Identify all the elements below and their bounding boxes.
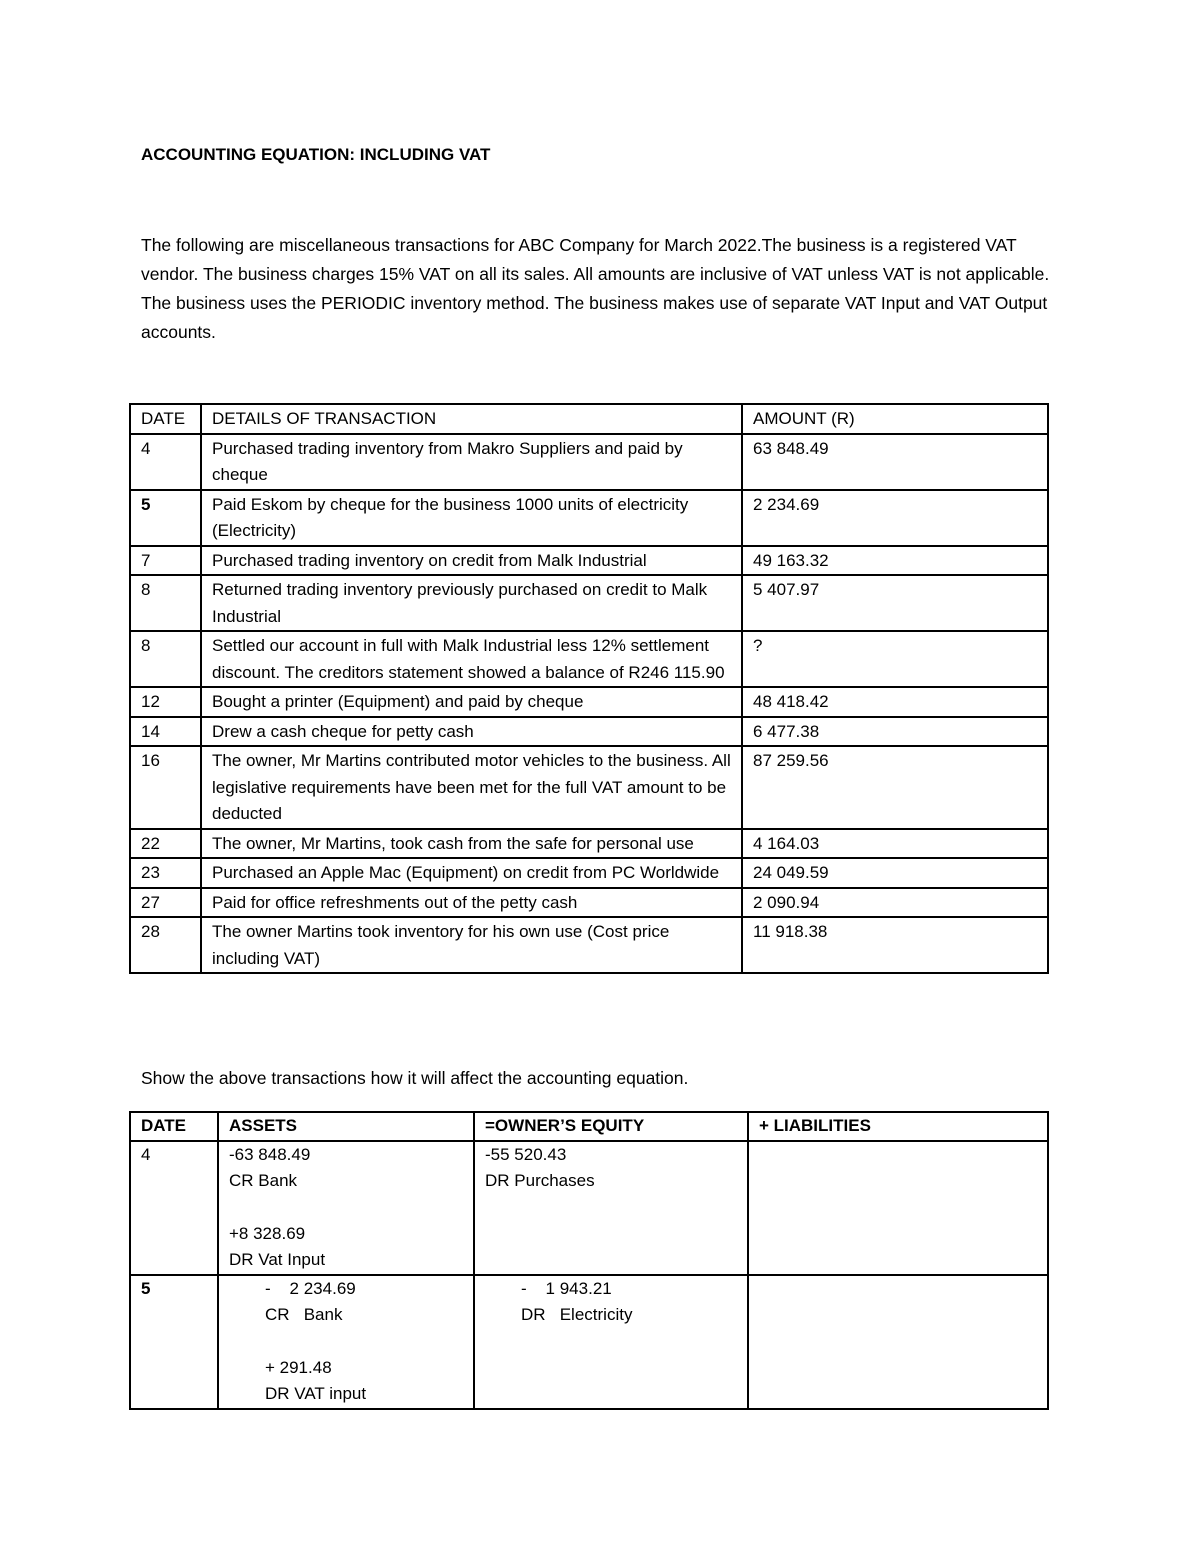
row-amount: ?	[742, 631, 1048, 687]
transactions-table	[129, 403, 1049, 974]
row-equity	[474, 1141, 748, 1275]
table-row	[130, 746, 1048, 829]
row-amount: 6 477.38	[742, 717, 1048, 747]
table-row	[130, 917, 1048, 973]
row-amount: 4 164.03	[742, 829, 1048, 859]
asset-account: CR Bank	[265, 1305, 343, 1324]
row-amount: 24 049.59	[742, 858, 1048, 888]
row-date: 8	[130, 631, 201, 687]
table-row	[130, 490, 1048, 546]
table-header-row	[130, 404, 1048, 434]
equity-amount: -55 520.43	[485, 1144, 567, 1164]
instruction-text: Show the above transactions how it will affect the accounting equation.	[141, 1068, 689, 1088]
row-amount: 87 259.56	[742, 746, 1048, 829]
equity-account: DR Purchases	[485, 1171, 595, 1190]
table-row	[130, 434, 1048, 490]
asset-account: CR Bank	[229, 1171, 298, 1190]
header-details: DETAILS OF TRANSACTION	[201, 404, 742, 434]
row-liabilities	[748, 1275, 1048, 1409]
row-date: 27	[130, 888, 201, 918]
row-amount: 5 407.97	[742, 575, 1048, 631]
header-date: DATE	[130, 1112, 218, 1141]
row-amount: 11 918.38	[742, 917, 1048, 973]
header-date: DATE	[130, 404, 201, 434]
row-assets	[218, 1275, 474, 1409]
header-equity: =OWNER’S EQUITY	[474, 1112, 748, 1141]
row-details: Purchased an Apple Mac (Equipment) on credit from PC Worldwide	[201, 858, 742, 888]
row-date: 22	[130, 829, 201, 859]
asset-account: DR VAT input	[265, 1384, 367, 1403]
row-date: 8	[130, 575, 201, 631]
header-amount: AMOUNT (R)	[742, 404, 1048, 434]
table-row	[130, 631, 1048, 687]
row-equity	[474, 1275, 748, 1409]
row-details: Paid Eskom by cheque for the business 1000 units of electricity (Electricity)	[201, 490, 742, 546]
table-row	[130, 1275, 1048, 1409]
asset-account: DR Vat Input	[229, 1250, 326, 1269]
table-row	[130, 888, 1048, 918]
table-row	[130, 1141, 1048, 1275]
row-date: 4	[130, 1141, 218, 1275]
equity-amount: - 1 943.21	[521, 1278, 612, 1298]
asset-amount: -63 848.49	[229, 1144, 311, 1164]
asset-amount: +8 328.69	[229, 1223, 306, 1243]
row-date: 5	[130, 1275, 218, 1409]
page-title: ACCOUNTING EQUATION: INCLUDING VAT	[141, 145, 491, 164]
row-details: Settled our account in full with Malk Industrial less 12% settlement discount. The creditors statement showed a balance of R246 115.90	[201, 631, 742, 687]
asset-amount: - 2 234.69	[265, 1278, 356, 1298]
table-row	[130, 829, 1048, 859]
table-header-row	[130, 1112, 1048, 1141]
header-assets: ASSETS	[218, 1112, 474, 1141]
table-row	[130, 717, 1048, 747]
table-row	[130, 858, 1048, 888]
row-date: 23	[130, 858, 201, 888]
row-amount: 49 163.32	[742, 546, 1048, 576]
row-date: 4	[130, 434, 201, 490]
row-amount: 2 234.69	[742, 490, 1048, 546]
row-date: 7	[130, 546, 201, 576]
row-details: Paid for office refreshments out of the petty cash	[201, 888, 742, 918]
row-amount: 63 848.49	[742, 434, 1048, 490]
intro-paragraph: The following are miscellaneous transactions for ABC Company for March 2022.The business is a registered VAT vendor. The business charges 15% VAT on all its sales. All amounts are inclusive of VAT unless VAT is not applicable. The business uses the PERIODIC inventory method. The business makes use of separate VAT Input and VAT Output accounts.	[141, 235, 1050, 342]
row-date: 5	[130, 490, 201, 546]
equity-account: DR Electricity	[521, 1305, 633, 1324]
row-details: The owner, Mr Martins contributed motor vehicles to the business. All legislative requirements have been met for the full VAT amount to be deducted	[201, 746, 742, 829]
row-details: The owner Martins took inventory for his own use (Cost price including VAT)	[201, 917, 742, 973]
header-liabilities: + LIABILITIES	[748, 1112, 1048, 1141]
row-details: The owner, Mr Martins, took cash from the safe for personal use	[201, 829, 742, 859]
row-assets	[218, 1141, 474, 1275]
row-details: Bought a printer (Equipment) and paid by cheque	[201, 687, 742, 717]
row-date: 16	[130, 746, 201, 829]
row-date: 28	[130, 917, 201, 973]
table-row	[130, 546, 1048, 576]
row-amount: 48 418.42	[742, 687, 1048, 717]
row-amount: 2 090.94	[742, 888, 1048, 918]
row-date: 14	[130, 717, 201, 747]
table-row	[130, 575, 1048, 631]
row-details: Drew a cash cheque for petty cash	[201, 717, 742, 747]
row-details: Purchased trading inventory on credit from Malk Industrial	[201, 546, 742, 576]
asset-amount: + 291.48	[265, 1357, 332, 1377]
row-date: 12	[130, 687, 201, 717]
accounting-equation-table	[129, 1111, 1049, 1410]
row-liabilities	[748, 1141, 1048, 1275]
row-details: Returned trading inventory previously purchased on credit to Malk Industrial	[201, 575, 742, 631]
row-details: Purchased trading inventory from Makro Suppliers and paid by cheque	[201, 434, 742, 490]
table-row	[130, 687, 1048, 717]
